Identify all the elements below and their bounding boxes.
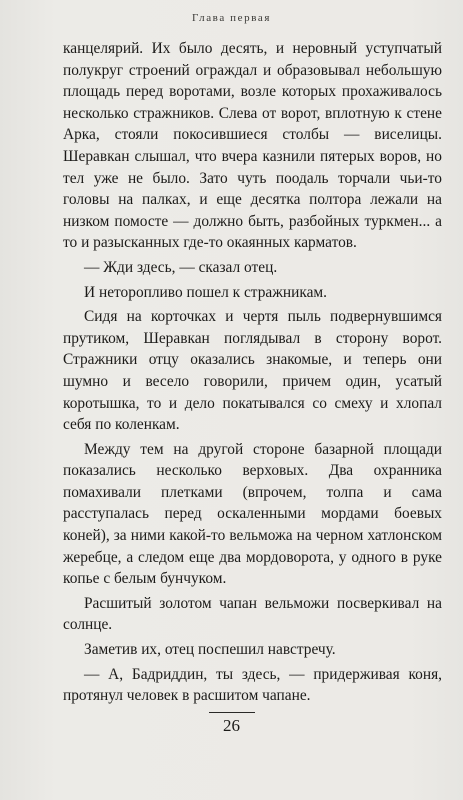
paragraph: И неторопливо пошел к стражникам.: [84, 283, 328, 301]
page-number: 26: [223, 716, 240, 735]
paragraph: Заметив их, отец поспешил навстречу.: [84, 641, 336, 659]
paragraph: — А, Бадриддин, ты здесь, — придерживая коня, протянул человек в расшитом чапане.: [63, 665, 442, 705]
footer-rule: [209, 712, 255, 713]
paragraph: Между тем на другой стороне базарной площади показались несколько верховых. Два охранника помахивали плетками (впрочем, толпа и сама расступалась перед оскаленными мордами боевых коней), за ними какой-то вельможа на черном хатлонском жеребце, а следом еще два мордоворота, у одного в руке копье с белым бунчуком.: [63, 440, 442, 588]
page-footer: [0, 712, 463, 737]
paragraph: Расшитый золотом чапан вельможи посверкивал на солнце.: [63, 594, 442, 634]
paragraph: канцелярий. Их было десять, и неровный уступчатый полукруг строений ограждал и образовывал небольшую площадь перед воротами, возле которых прохаживалось несколько стражников. Слева от ворот, вплотную к стене Арка, стояли покосившиеся столбы — виселицы. Шеравкан слышал, что вчера казнили пятерых воров, но тел уже не было. Зато чуть поодаль торчали чьи-то головы на палках, и еще десятка полтора лежали на низком помосте — должно быть, разбойных туркмен... а то и разысканных где-то окаянных карматов.: [63, 40, 442, 252]
paragraph: — Жди здесь, — сказал отец.: [84, 258, 278, 276]
body-text: [63, 38, 442, 707]
paragraph: Сидя на корточках и чертя пыль подвернувшимся прутиком, Шеравкан поглядывал в сторону ворот. Стражники отцу оказались знакомые, и теперь они шумно и весело говорили, причем один, усатый коротышка, то и дело покатывался со смеху и хлопал себя по коленкам.: [63, 308, 442, 434]
running-head: Глава первая: [191, 12, 272, 24]
